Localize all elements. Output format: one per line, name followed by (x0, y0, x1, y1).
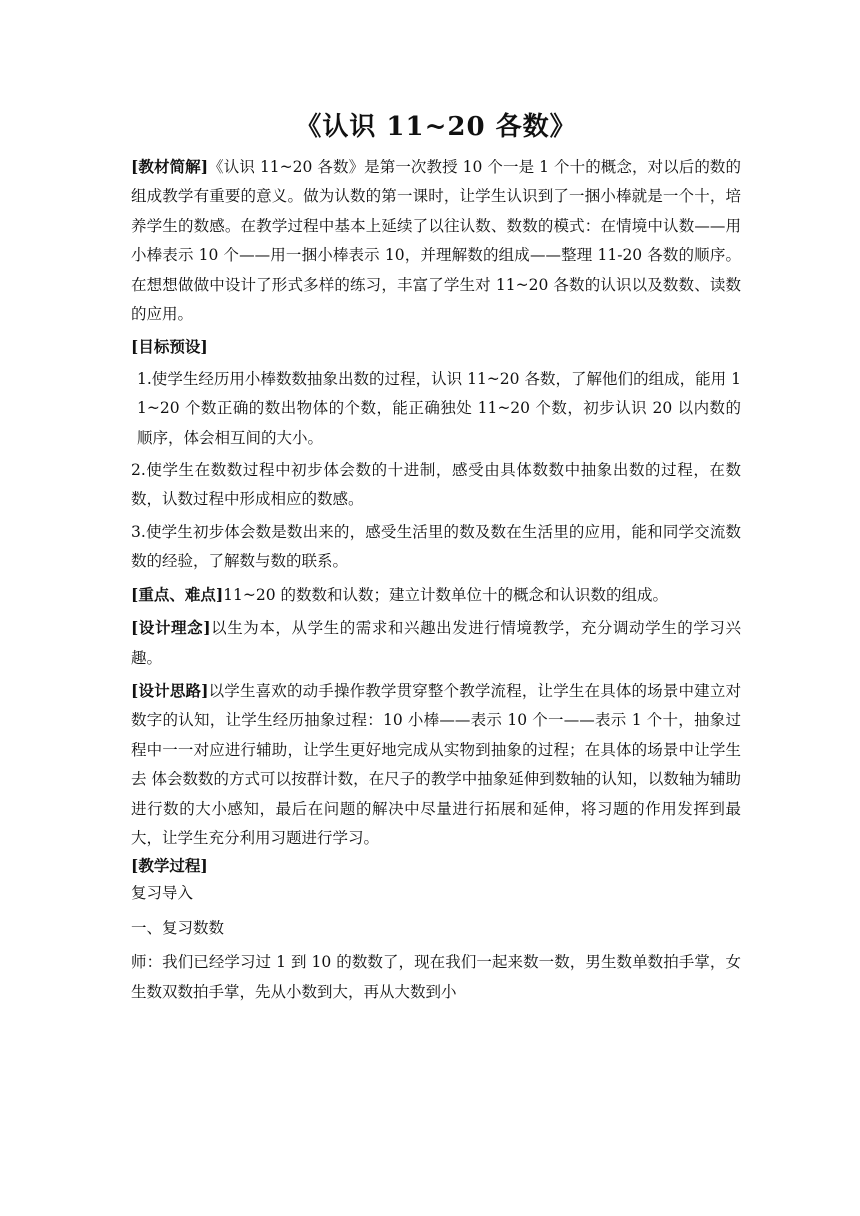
section-approach-text: 以学生喜欢的动手操作教学贯穿整个教学流程，让学生在具体的场景中建立对数字的认知，让学生经历抽象过程：10 小棒——表示 10 个一——表示 1 个十，抽象过程中一一对应进行辅助，让学生更好地完成从实物到抽象的过程；在具体的场景中让学生去 体会数数的方式可以按群计数，在尺子的教学中抽象延伸到数轴的认知，以数轴为辅助进行数的大小感知，最后在问题的解决中尽量进行拓展和延伸，将习题的作用发挥到最大，让学生充分利用习题进行学习。 (131, 681, 741, 847)
goal-item: 3.使学生初步体会数是数出来的，感受生活里的数及数在生活里的应用，能和同学交流数数的经验，了解数与数的联系。 (131, 522, 741, 571)
section-approach (131, 676, 741, 853)
section-intro-heading: [教材简解] (131, 157, 209, 176)
section-intro (131, 152, 741, 329)
process-line: 师：我们已经学习过 1 到 10 的数数了，现在我们一起来数一数，男生数单数拍手掌，女生数双数拍手掌，先从小数到大，再从大数到小 (131, 953, 741, 1001)
goal-item: 1.使学生经历用小棒数数抽象出数的过程，认识 11~20 各数，了解他们的组成，能用 11~20 个数正确的数出物体的个数，能正确独处 11~20 个数，初步认识 20 以内数的顺序，体会相互间的大小。 (137, 369, 741, 447)
section-key-points (131, 580, 741, 610)
section-approach-heading: [设计思路] (131, 680, 209, 700)
document-page (131, 104, 741, 1007)
section-intro-text: 《认识 11~20 各数》是第一次教授 10 个一是 1 个十的概念，对以后的数的组成教学有重要的意义。做为认数的第一课时，让学生认识到了一捆小棒就是一个十，培养学生的数感。在教学过程中基本上延续了以往认数、数数的模式：在情境中认数——用小棒表示 10 个——用一捆小棒表示 10，并理解数的组成——整理 11-20 各数的顺序。在想想做做中设计了形式多样的练习，丰富了学生对 11~20 各数的认识以及数数、读数的应用。 (131, 158, 741, 324)
process-line: 复习导入 (131, 884, 194, 903)
section-goals-heading: [目标预设] (131, 337, 208, 357)
section-key-points-heading: [重点、难点] (131, 584, 224, 604)
process-line: 一、复习数数 (131, 918, 225, 937)
section-key-points-text: 11~20 的数数和认数；建立计数单位十的概念和认识数的组成。 (223, 585, 669, 604)
document-title: 《认识 11~20 各数》 (295, 112, 577, 142)
section-concept-heading: [设计理念] (131, 618, 211, 638)
goal-item: 2.使学生在数数过程中初步体会数的十进制，感受由具体数数中抽象出数的过程，在数数，认数过程中形成相应的数感。 (131, 461, 741, 509)
section-concept-text: 以生为本，从学生的需求和兴趣出发进行情境教学，充分调动学生的学习兴趣。 (131, 619, 741, 667)
section-process-heading: [教学过程] (131, 856, 208, 876)
section-concept (131, 613, 741, 673)
